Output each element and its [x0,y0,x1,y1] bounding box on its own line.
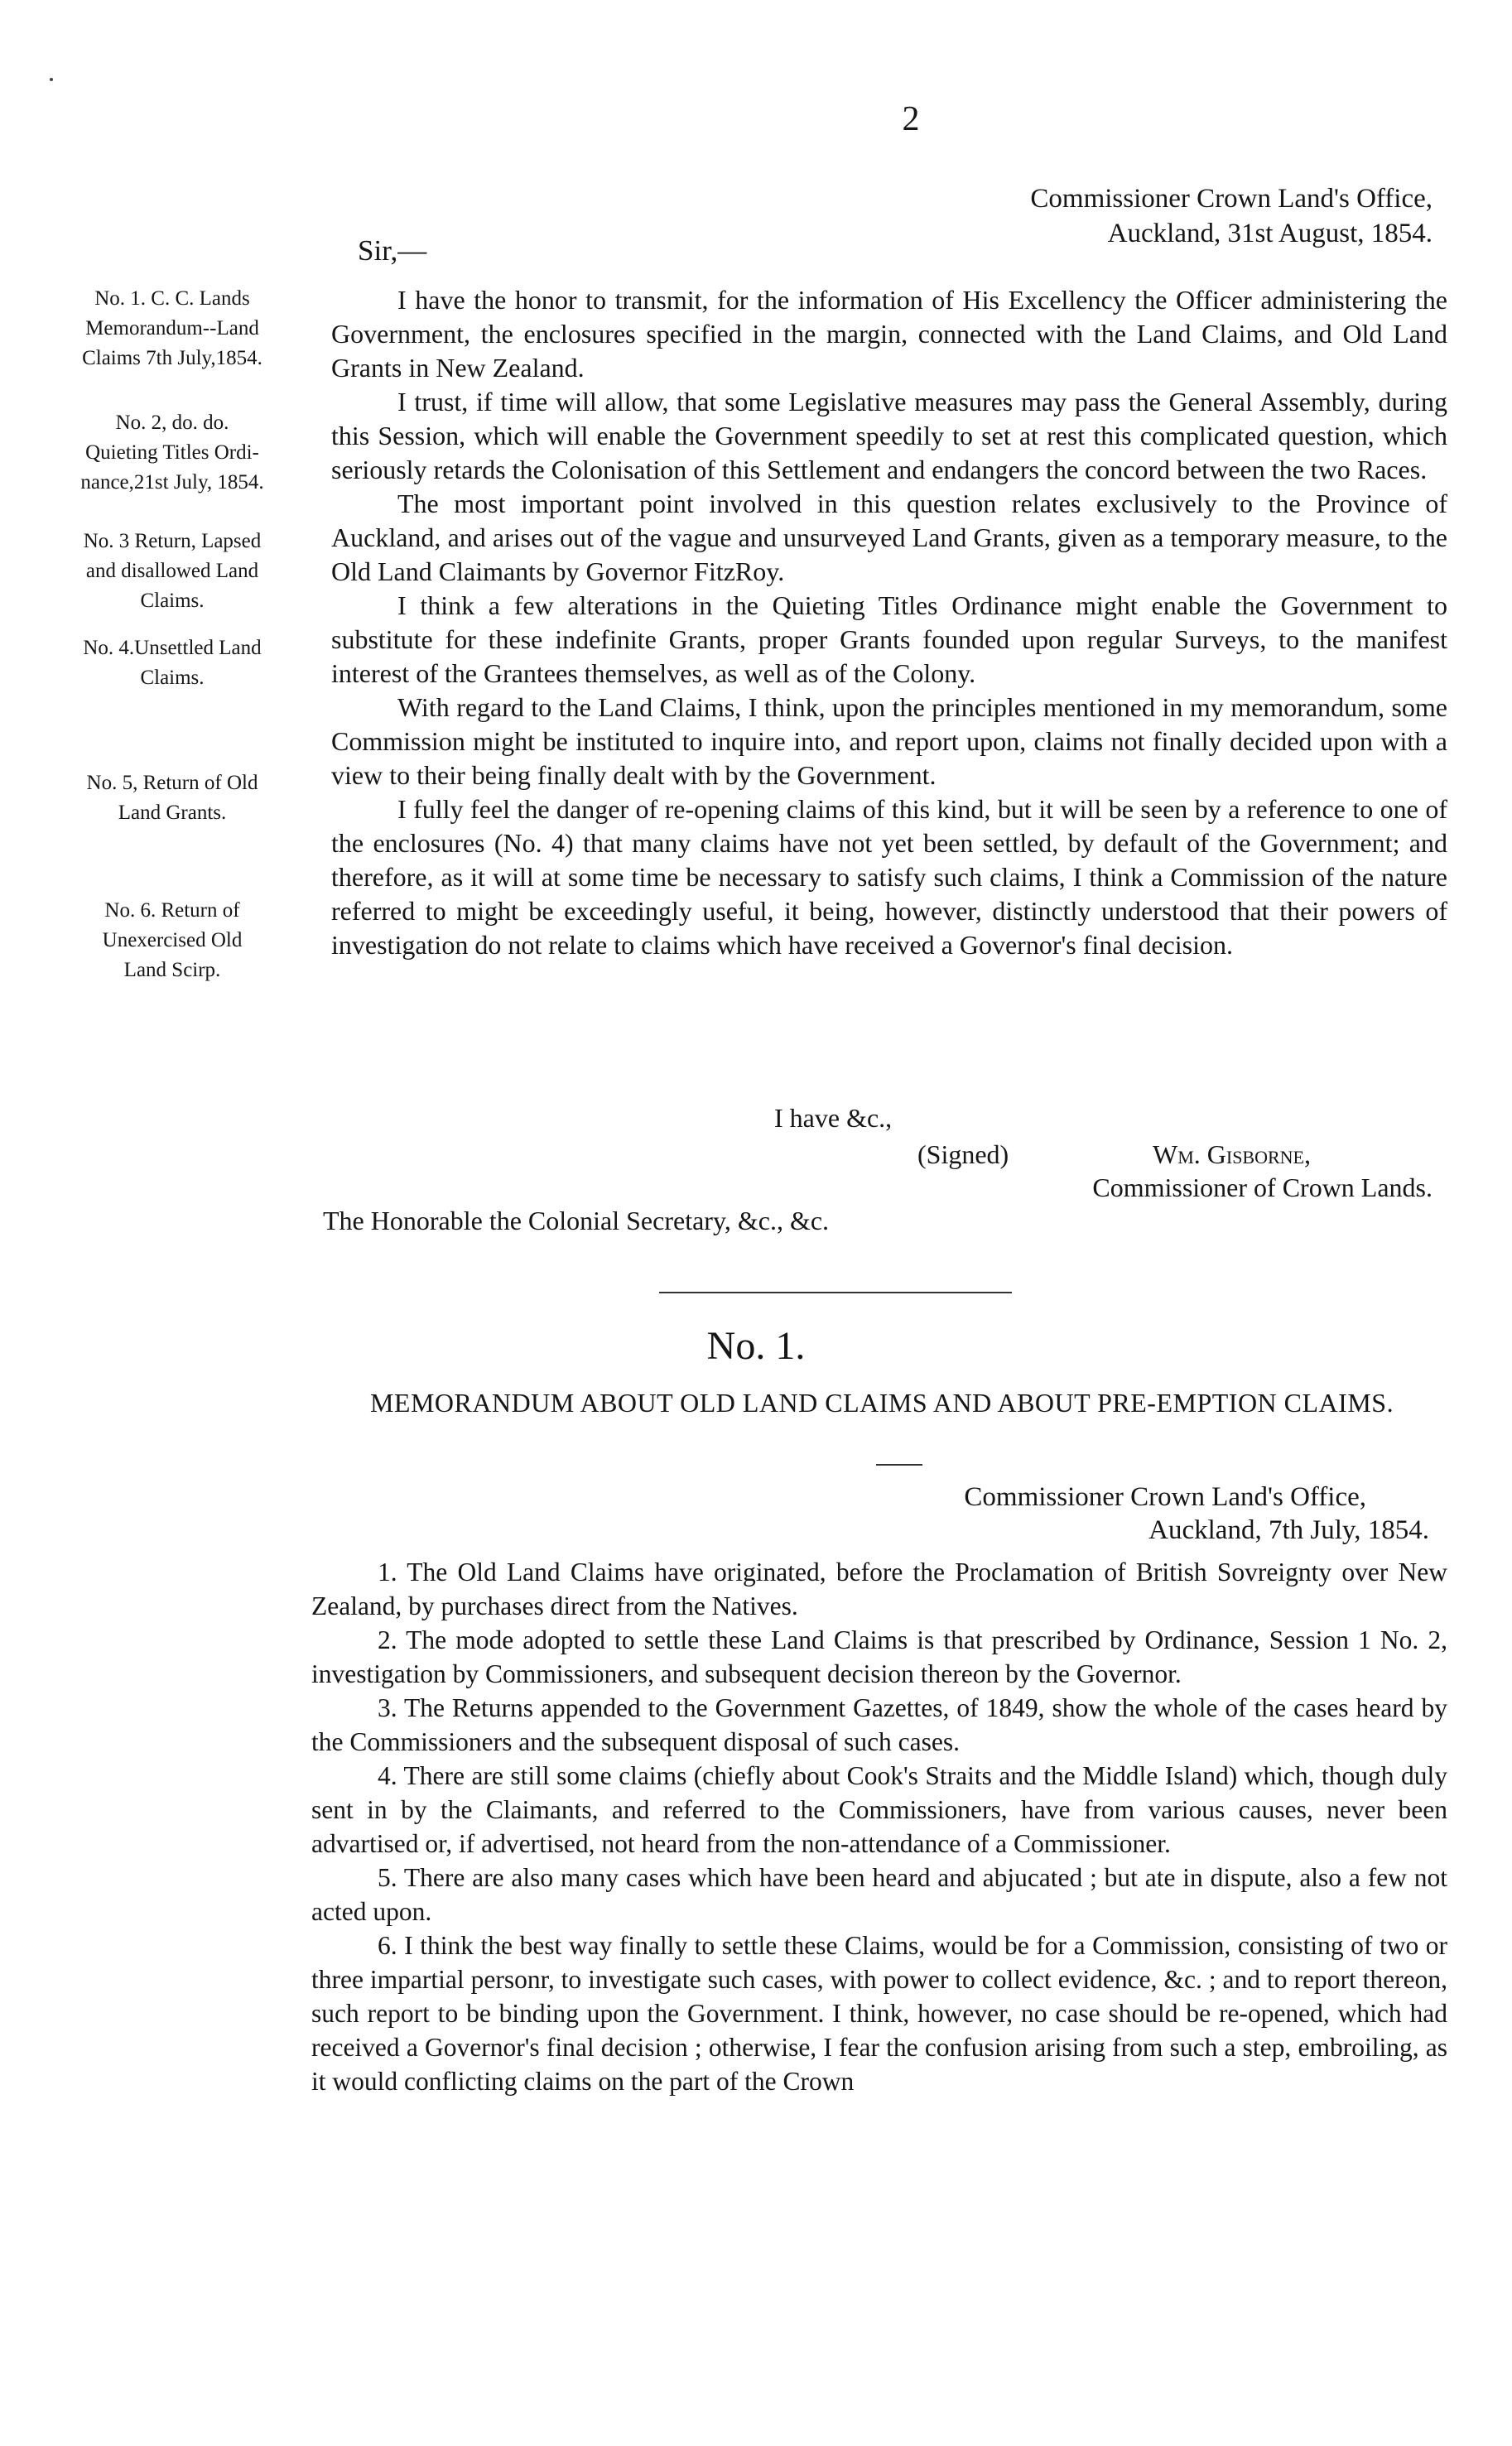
signer-title: Commissioner of Crown Lands. [1092,1172,1433,1202]
memo-paragraph: 2. The mode adopted to settle these Land Claims is that prescribed by Ordinance, Session 1 No. 2, investigation by Commissioners, and subsequent decision thereon by the Governor. [311,1625,1447,1688]
stray-mark [50,78,53,81]
memo-paragraph: 3. The Returns appended to the Government Gazettes, of 1849, show the whole of the cases heard by the Commissioners and the subsequent disposal of such cases. [311,1693,1447,1756]
title-underline [876,1464,922,1466]
margin-note-line: Unexercised Old [102,929,243,951]
margin-note-line: nance,21st July, 1854. [80,471,264,494]
addressee: The Honorable the Colonial Secretary, &c., &c. [323,1206,830,1235]
margin-note-line: No. 6. Return of [104,899,240,922]
margin-note-line: and disallowed Land [85,560,259,582]
memo-paragraph: 5. There are also many cases which have been heard and abjucated ; but ate in dispute, also a few not acted upon. [311,1863,1447,1926]
margin-note-2 [48,408,296,498]
margin-note-line: No. 3 Return, Lapsed [83,530,262,552]
margin-note-line: Claims. [140,667,205,689]
margin-note-line: Memorandum--Land [85,317,259,339]
letter-place-date: Auckland, 31st August, 1854. [1107,219,1433,248]
memo-number: No. 1. [706,1324,806,1368]
margin-note-line: Claims 7th July,1854. [82,347,262,369]
margin-note-line: Claims. [140,590,205,612]
margin-note-line: No. 4.Unsettled Land [83,637,262,659]
letter-body [331,283,1447,962]
letter-paragraph: I have the honor to transmit, for the information of His Excellency the Officer administering the Government, the enclosures specified in the margin, connected with the Land Claims, and Old Land Grants in New Zealand. [331,285,1447,383]
page-number: 2 [902,100,920,138]
letter-office-heading: Commissioner Crown Land's Office, [1030,184,1433,214]
signed-label: (Signed) [917,1139,1009,1169]
memo-paragraph: 4. There are still some claims (chiefly about Cook's Straits and the Middle Island) which, though duly sent in by the Claimants, and referred to the Commissioners, have from various causes, never been advartised or, if advertised, not heard from the non-attendance of a Commissioner. [311,1761,1447,1858]
letter-paragraph: I fully feel the danger of re-opening claims of this kind, but it will be seen by a reference to one of the enclosures (No. 4) that many claims have not yet been settled, by default of the Government; and therefore, as it will at some time be necessary to satisfy such claims, I think a Commission of the nature referred to might be exceedingly useful, it being, however, distinctly understood that their powers of investigation do not relate to claims which have received a Governor's final decision. [331,794,1447,960]
margin-note-6 [48,896,296,985]
memo-office-heading: Commissioner Crown Land's Office, [964,1482,1366,1512]
salutation: Sir,— [358,234,427,267]
margin-note-line: No. 2, do. do. [115,412,229,434]
margin-note-1 [48,284,296,373]
margin-note-4 [48,633,296,693]
section-divider [659,1292,1012,1293]
margin-note-3 [48,527,296,616]
memo-place-date: Auckland, 7th July, 1854. [1148,1515,1429,1545]
memo-title: MEMORANDUM ABOUT OLD LAND CLAIMS AND ABOUT PRE-EMPTION CLAIMS. [369,1388,1394,1418]
margin-note-line: No. 1. C. C. Lands [94,287,250,310]
closing: I have &c., [774,1103,893,1133]
letter-paragraph: The most important point involved in this question relates exclusively to the Province of Auckland, and arises out of the vague and unsurveyed Land Grants, given as a temporary measure, to the Old Land Claimants by Governor FitzRoy. [331,489,1447,586]
letter-paragraph: With regard to the Land Claims, I think, upon the principles mentioned in my memorandum, some Commission might be instituted to inquire into, and report upon, claims not finally decided upon with a view to their being finally dealt with by the Government. [331,692,1447,790]
margin-note-line: No. 5, Return of Old [86,772,258,794]
memo-paragraph: 1. The Old Land Claims have originated, before the Proclamation of British Sovreignty over New Zealand, by purchases direct from the Natives. [311,1558,1447,1620]
memo-paragraph: 6. I think the best way finally to settle these Claims, would be for a Commission, consisting of two or three impartial personr, to investigate such cases, with power to collect evidence, &c. ; and to report thereon, such report to be binding upon the Government. I think, however, no case should be re-opened, which had received a Governor's final decision ; otherwise, I fear the confusion arising from such a step, embroiling, as it would conflicting claims on the part of the Crown [311,1931,1447,2096]
memo-body [311,1555,1447,2098]
margin-note-line: Land Scirp. [123,959,221,981]
letter-paragraph: I think a few alterations in the Quieting Titles Ordinance might enable the Government to substitute for these indefinite Grants, proper Grants founded upon regular Surveys, to the manifest interest of the Grantees themselves, as well as of the Colony. [331,590,1447,688]
letter-paragraph: I trust, if time will allow, that some Legislative measures may pass the General Assembly, during this Session, which will enable the Government speedily to set at rest this complicated question, which seriously retards the Colonisation of this Settlement and endangers the concord between the two Races. [331,387,1447,484]
margin-note-line: Land Grants. [118,802,227,824]
margin-note-5 [48,768,296,828]
margin-note-line: Quieting Titles Ordi- [85,441,259,464]
signer-name: Wm. Gisborne, [1153,1139,1311,1169]
